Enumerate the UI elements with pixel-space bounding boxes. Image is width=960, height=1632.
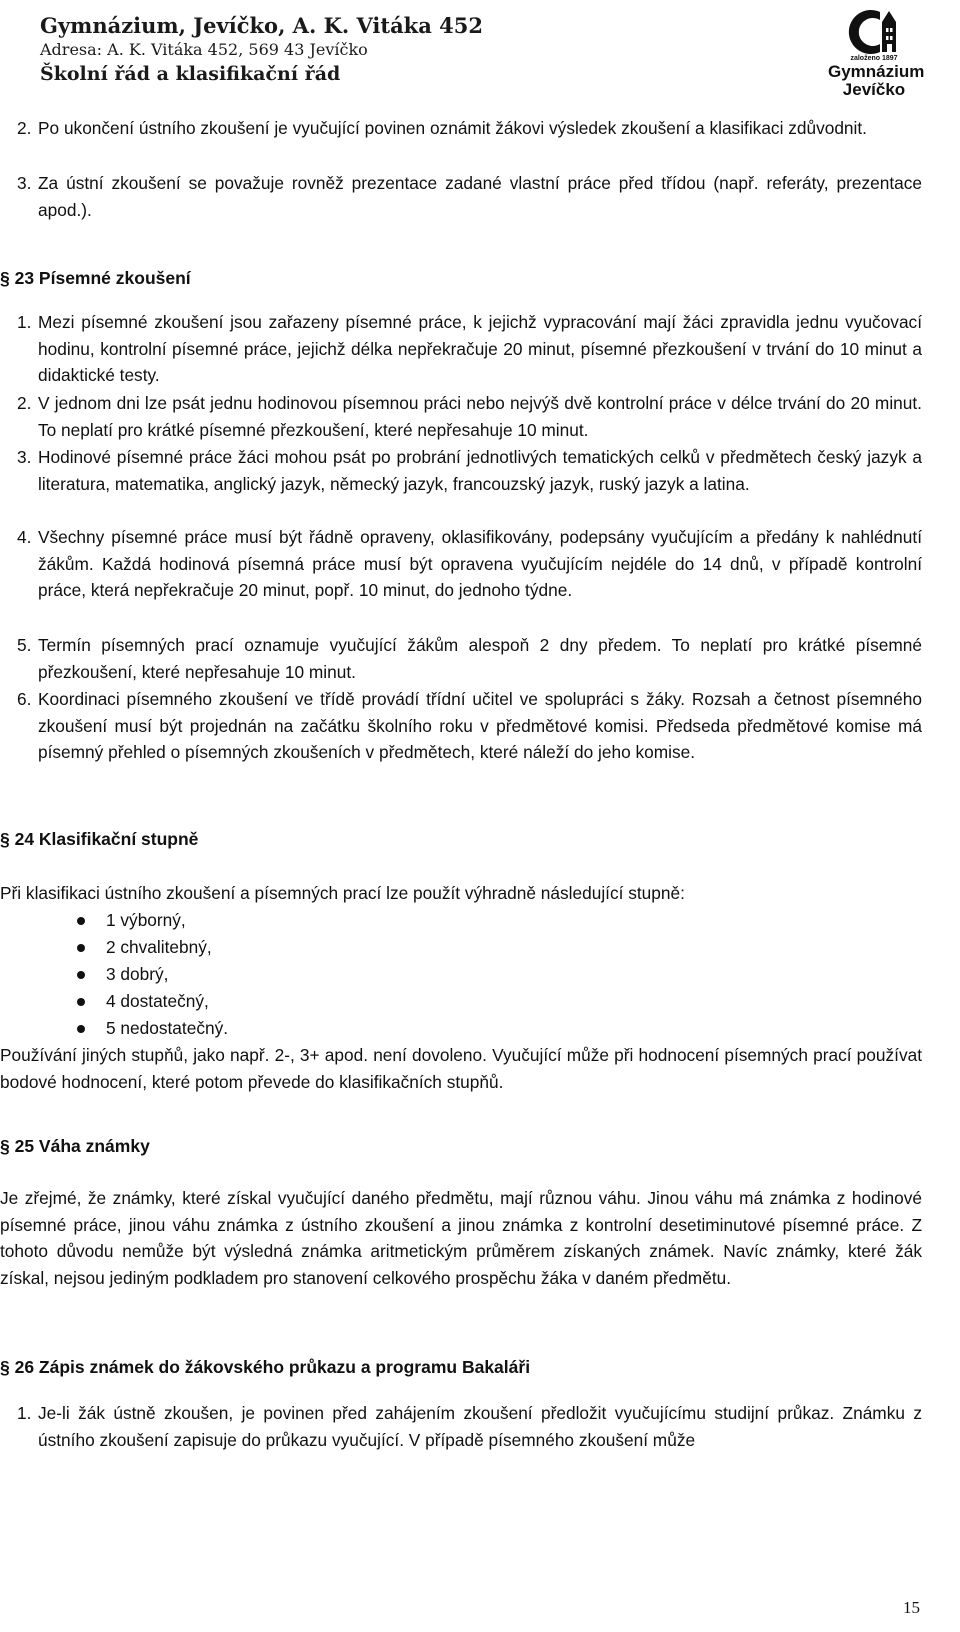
logo-name-line1: Gymnázium xyxy=(828,62,925,81)
section-heading-25: § 25 Váha známky xyxy=(0,1136,150,1156)
list-item: Termín písemných prací oznamuje vyučující žákům alespoň 2 dny předem. To neplatí pro krátké písemné přezkoušení, které nepřesahuje 10 minut. xyxy=(38,635,922,682)
header-text-block xyxy=(40,12,483,88)
bullet-icon xyxy=(77,1025,85,1033)
grades-outro: Používání jiných stupňů, jako např. 2-, 3+ apod. není dovoleno. Vyučující může při hodnocení písemných prací používat bodové hodnocení, které potom převede do klasifikačních stupňů. xyxy=(0,1045,922,1092)
page-number: 15 xyxy=(903,1598,920,1617)
item-number: 1. xyxy=(17,1403,32,1423)
item-number: 4. xyxy=(17,527,32,547)
item-number: 2. xyxy=(17,393,32,413)
section-heading-23: § 23 Písemné zkoušení xyxy=(0,268,191,288)
logo-name-line2: Jevíčko xyxy=(842,80,906,99)
section-paragraph: Je zřejmé, že známky, které získal vyučující daného předmětu, mají různou váhu. Jinou váhu má známka z hodinové písemné práce, jinou váhu známka z ústního zkoušení a jinou známka z kontrolní desetiminutové písemné práce. Z tohoto důvodu nemůže být výsledná známka aritmetickým průměrem získaných známek. Navíc známky, které žák získal, nejsou jediným podkladem pro stanovení celkového prospěchu žáka v daném předmětu. xyxy=(0,1188,922,1288)
list-item: Za ústní zkoušení se považuje rovněž prezentace zadané vlastní práce před třídou (např. referáty, prezentace apod.). xyxy=(38,173,922,220)
item-number: 1. xyxy=(17,312,32,332)
school-address: Adresa: A. K. Vitáka 452, 569 43 Jevíčko xyxy=(40,40,368,59)
document-title: Školní řád a klasifikační řád xyxy=(40,63,341,85)
grade-item: 2 chvalitebný, xyxy=(106,937,212,957)
logo-founded: založeno 1897 xyxy=(850,55,898,62)
school-crest-icon xyxy=(846,8,902,56)
section-heading-24: § 24 Klasifikační stupně xyxy=(0,829,199,849)
grade-item: 3 dobrý, xyxy=(106,964,169,984)
list-item: Všechny písemné práce musí být řádně opraveny, oklasifikovány, podepsány vyučujícím a předány k nahlédnutí žákům. Každá hodinová písemná práce musí být opravena vyučujícím nejdéle do 14 dnů, v případě kontrolní práce, která nepřekračuje 20 minut, popř. 10 minut, do jednoho týdne. xyxy=(38,527,922,600)
grades-intro: Při klasifikaci ústního zkoušení a písemných prací lze použít výhradně následující stupně: xyxy=(0,883,685,903)
bullet-icon xyxy=(77,971,85,979)
item-number: 2. xyxy=(17,118,32,138)
school-name: Gymnázium, Jevíčko, A. K. Vitáka 452 xyxy=(40,13,483,38)
page-header xyxy=(40,8,925,100)
list-item: Je-li žák ústně zkoušen, je povinen před zahájením zkoušení předložit vyučujícímu studijní průkaz. Známku z ústního zkoušení zapisuje do průkazu vyučující. V případě písemného zkoušení může xyxy=(38,1403,922,1450)
list-item: V jednom dni lze psát jednu hodinovou písemnou práci nebo nejvýš dvě kontrolní práce v délce trvání do 20 minut. To neplatí pro krátké písemné přezkoušení, které nepřesahuje 10 minut. xyxy=(38,393,922,440)
item-number: 3. xyxy=(17,447,32,467)
item-number: 6. xyxy=(17,689,32,709)
list-item: Hodinové písemné práce žáci mohou psát po probrání jednotlivých tematických celků v předmětech český jazyk a literatura, matematika, anglický jazyk, německý jazyk, francouzský jazyk, ruský jazyk a latina. xyxy=(38,447,922,494)
school-logo xyxy=(828,8,925,100)
bullet-icon xyxy=(77,944,85,952)
bullet-icon xyxy=(77,917,85,925)
item-number: 3. xyxy=(17,173,32,193)
grade-item: 5 nedostatečný. xyxy=(106,1018,229,1038)
item-number: 5. xyxy=(17,635,32,655)
list-item: Mezi písemné zkoušení jsou zařazeny písemné práce, k jejichž vypracování mají žáci zpravidla jednu vyučovací hodinu, kontrolní písemné práce, jejichž délka nepřekračuje 20 minut, písemné přezkoušení v trvání do 10 minut a didaktické testy. xyxy=(38,312,922,385)
list-item: Koordinaci písemného zkoušení ve třídě provádí třídní učitel ve spolupráci s žáky. Rozsah a četnost písemného zkoušení musí být projednán na začátku školního roku v předmětové komisi. Předseda předmětové komise má písemný přehled o písemných zkoušeních v předmětech, které náleží do jeho komise. xyxy=(38,689,922,762)
bullet-icon xyxy=(77,998,85,1006)
list-item: Po ukončení ústního zkoušení je vyučující povinen oznámit žákovi výsledek zkoušení a klasifikaci zdůvodnit. xyxy=(38,118,867,138)
section-heading-26: § 26 Zápis známek do žákovského průkazu a programu Bakaláři xyxy=(0,1357,531,1377)
grade-item: 4 dostatečný, xyxy=(106,991,209,1011)
grade-item: 1 výborný, xyxy=(106,910,186,930)
